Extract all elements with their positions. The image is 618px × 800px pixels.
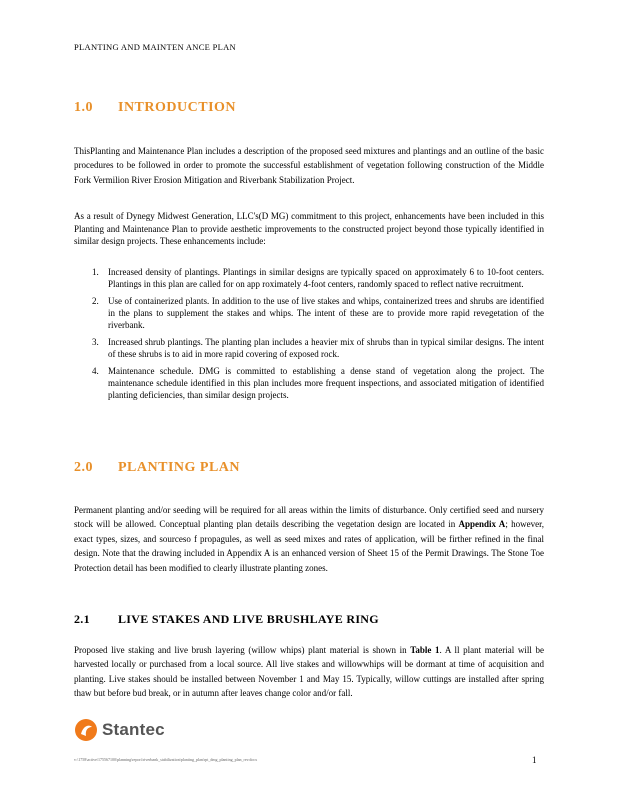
section-number: 2.1 [74,612,90,626]
list-item: 1. Increased density of plantings. Plantings in similar designs are typically spaced on approximately 6 to 10-foot centers. Plantings in this plan are called for on app roximately 4-foot centers, randomly spaced to reflect native recruitment. [92,267,544,289]
planting-paragraph: Permanent planting and/or seeding will be required for all areas within the limits of disturbance. Only certified seed and nursery stock will be allowed. Conceptual planting plan details describing the vegetation design are located in Appendix A; however, exact types, sizes, and sourceso f propagules, as well as seed mixes and rates of application, will be firther refined in the final design. Note that the drawing included in Appendix A is an enhanced version of Sheet 15 of the Permit Drawings. The Stone Toe Protection detail has been modified to clearly illustrate planting zones. [74,505,544,573]
intro-paragraph-1: ThisPlanting and Maintenance Plan includes a description of the proposed seed mixtures and plantings and an outline of the basic procedures to be followed in order to promote the successful establishment of vegetation following construction of the Middle Fork Vermilion River Erosion Mitigation and Riverbank Stabilization Project. [74,146,544,185]
footer-file-path: v:\1758\active\175567100\planning\report\riverbank_stabilization\planting_plan\rpt_dmg_planting_plan_rev.docx [74,757,258,762]
stantec-logo-text: Stantec [102,720,165,739]
stantec-logo [74,718,165,742]
section-heading-planting-plan [74,460,240,476]
list-item: 2. Use of containerized plants. In addition to the use of live stakes and whips, containerized trees and shrubs are identified in the plans to supplement the stakes and whips. The intent of these are to provide more rapid revegetation of the riverbank. [92,296,544,330]
section-title: PLANTING PLAN [118,460,241,475]
running-header: PLANTING AND MAINTEN ANCE PLAN [74,42,236,52]
stantec-logo-icon [74,718,98,742]
intro-paragraph-2: As a result of Dynegy Midwest Generation, LLC's(D MG) commitment to this project, enhancements have been included in this Planting and Maintenance Plan to provide aesthetic improvements to the constructed project beyond those typically identified in similar design projects. These enhancements include: [74,211,544,246]
subsection-heading-live-stakes [74,612,379,627]
table-reference: Table 1 [410,645,440,655]
section-title: INTRODUCTION [118,100,237,115]
livestakes-paragraph: Proposed live staking and live brush layering (willow whips) plant material is shown in Table 1. A ll plant material will be harvested locally or purchased from a local source. All live stakes and willowwhips will be dormant at time of acquisition and planting. Live stakes should be installed between November 1 and May 15. Typically, willow cuttings are installed after spring thaw but before bud break, or in autumn after leaves change color and/or fall. [74,645,544,699]
list-item: 4. Maintenance schedule. DMG is committed to establishing a dense stand of vegetation along the project. The maintenance schedule identified in this plan includes more frequent inspections, and associated mitigation of identified planting deficiencies, than similar design projects. [92,366,544,400]
enhancements-list [74,266,544,406]
page-number: 1 [532,755,537,765]
appendix-reference: Appendix A [458,519,506,530]
section-number: 2.0 [74,460,93,475]
section-number: 1.0 [74,100,93,115]
section-heading-introduction [74,100,236,116]
list-item: 3. Increased shrub plantings. The planting plan includes a heavier mix of shrubs than in typical similar designs. The intent of these shrubs is to aid in more rapid covering of exposed rock. [92,337,544,359]
section-title: LIVE STAKES AND LIVE BRUSHLAYE RING [118,612,379,626]
